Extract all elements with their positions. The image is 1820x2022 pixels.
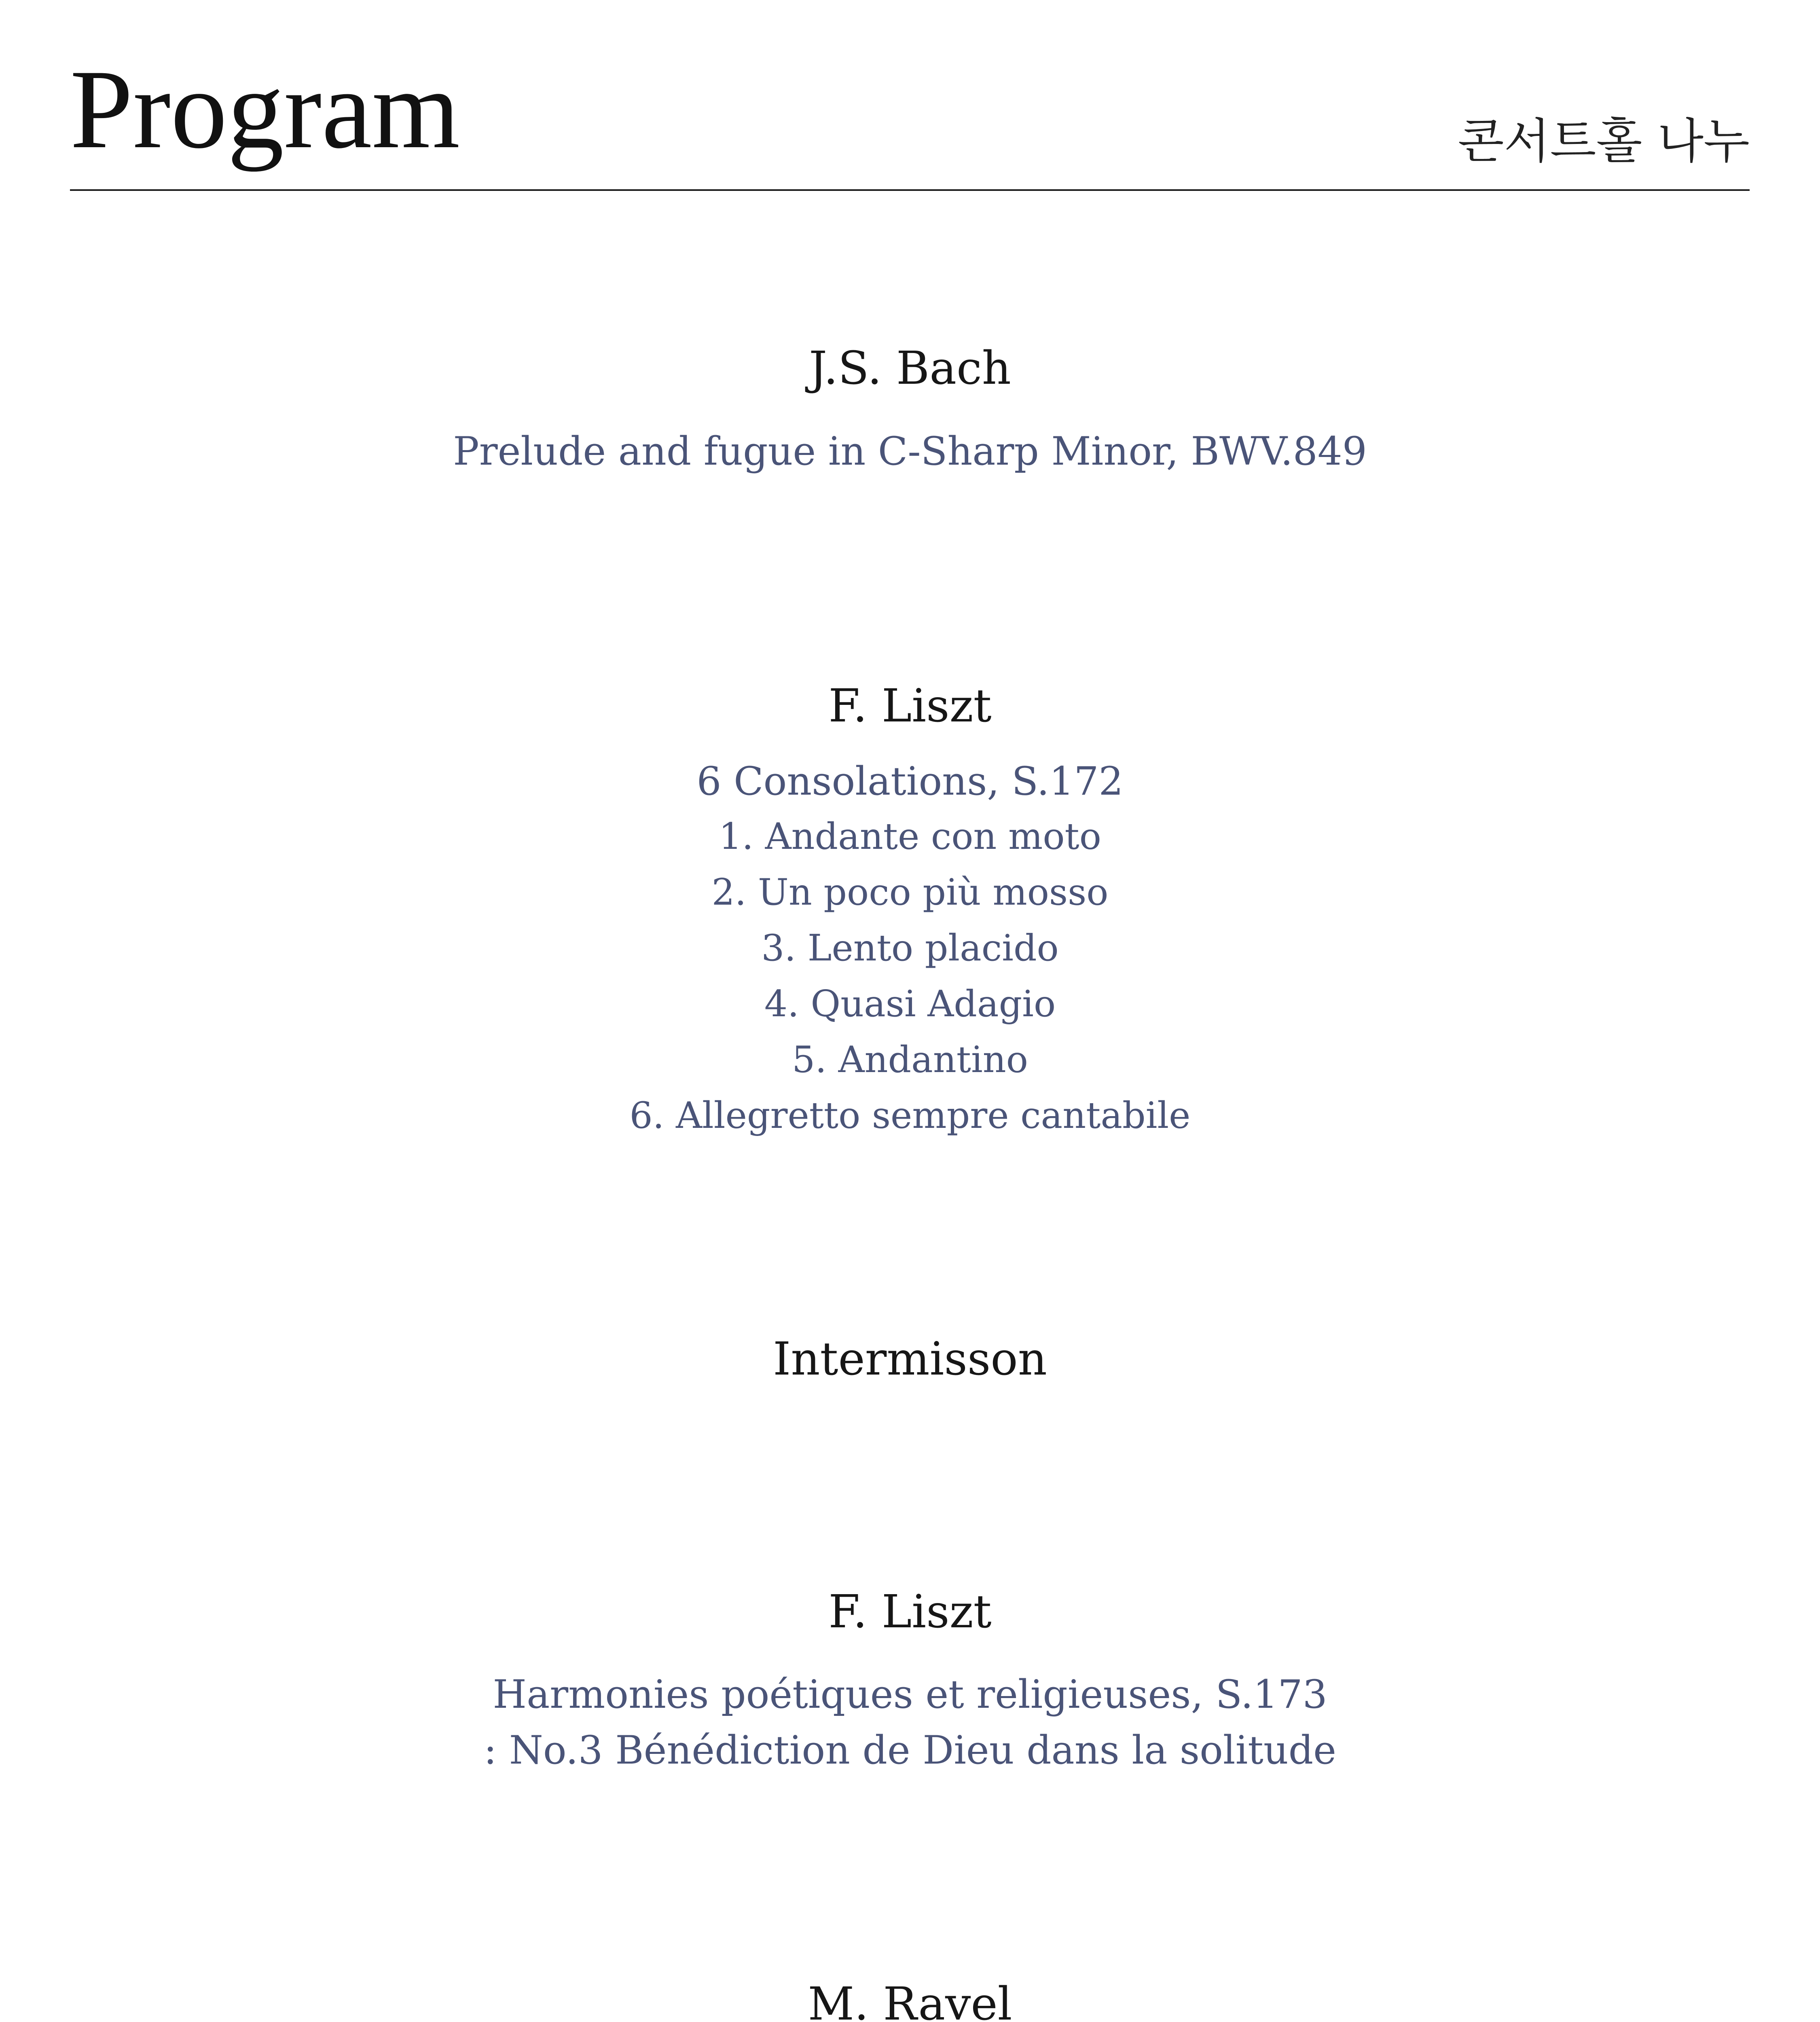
intermission (0, 1333, 1820, 1385)
page-title: Program (70, 46, 460, 172)
work-title: 6 Consolations, S.172 (696, 759, 1124, 804)
movement-title: 4. Quasi Adagio (764, 983, 1056, 1025)
movement-item (0, 983, 1820, 1025)
work-title-wrapper (0, 759, 1820, 804)
movement-item (0, 927, 1820, 969)
intermission-label: Intermisson (773, 1333, 1047, 1385)
movement-title: 2. Un poco più mosso (711, 871, 1109, 914)
page-header (70, 0, 1750, 191)
work-title: Harmonies poétiques et religieuses, S.173 (493, 1672, 1327, 1717)
composer-name: F. Liszt (828, 1586, 992, 1638)
venue-name: 콘서트홀 나누 (1458, 113, 1750, 169)
movement-title: 1. Andante con moto (719, 815, 1101, 858)
program-item-liszt-harmonies (0, 1586, 1820, 1638)
composer-name: M. Ravel (808, 1978, 1012, 2022)
movement-title: 5. Andantino (792, 1038, 1028, 1081)
work-title-wrapper (0, 1672, 1820, 1717)
work-subtitle: : No.3 Bénédiction de Dieu dans la solitude (484, 1728, 1336, 1773)
program-item-bach-work (0, 429, 1820, 474)
program-item-liszt-consolations (0, 680, 1820, 732)
movement-item (0, 871, 1820, 914)
movement-item (0, 815, 1820, 858)
movement-title: 6. Allegretto sempre cantabile (629, 1094, 1191, 1137)
composer-name: F. Liszt (828, 680, 992, 732)
work-title: Prelude and fugue in C-Sharp Minor, BWV.849 (453, 429, 1367, 474)
program-item-bach (0, 342, 1820, 395)
composer-name: J.S. Bach (809, 342, 1011, 395)
movement-title: 3. Lento placido (761, 927, 1059, 969)
work-subtitle-wrapper (0, 1728, 1820, 1773)
program-item-ravel (0, 1978, 1820, 2022)
movement-item (0, 1038, 1820, 1081)
movement-item (0, 1094, 1820, 1137)
